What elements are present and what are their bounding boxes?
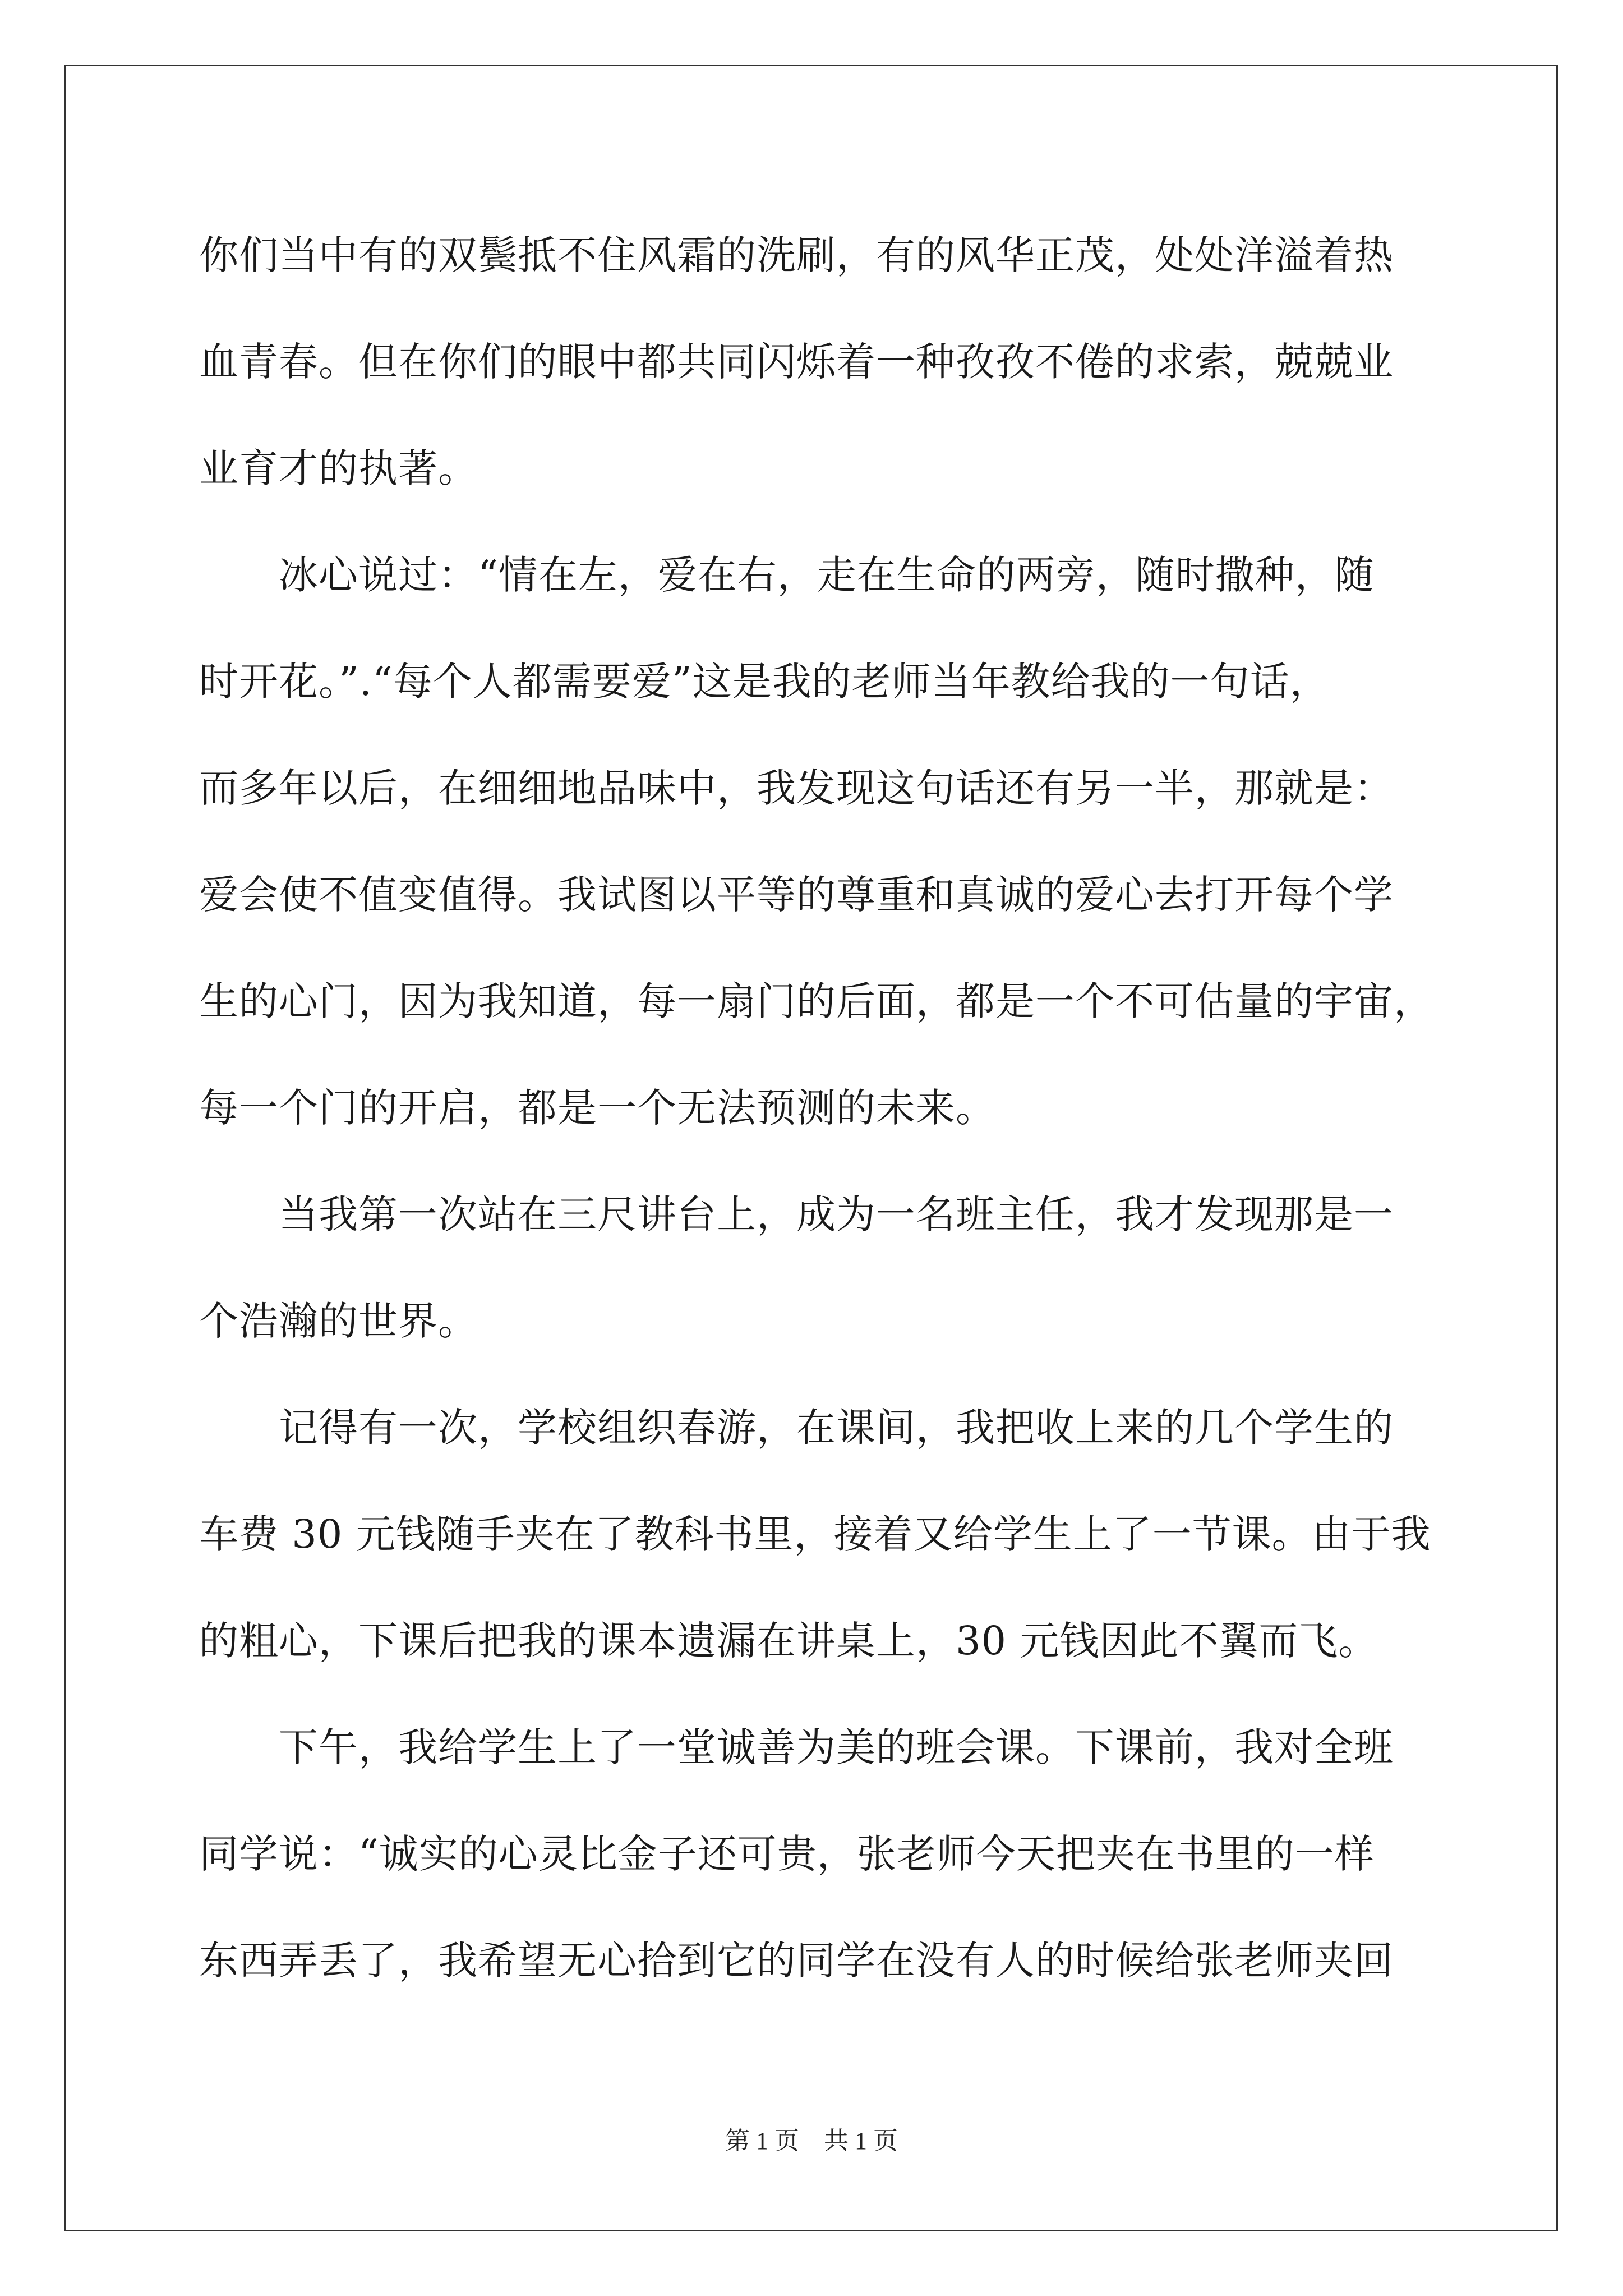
text-line: 而多年以后，在细细地品味中，我发现这句话还有另一半，那就是： <box>199 765 1394 811</box>
text-line: 记得有一次，学校组织春游，在课间，我把收上来的几个学生的 <box>199 1405 1394 1451</box>
text-line: 爱会使不值变值得。我试图以平等的尊重和真诚的爱心去打开每个学 <box>199 872 1394 918</box>
text-line: 东西弄丢了，我希望无心拾到它的同学在没有人的时候给张老师夹回 <box>199 1938 1394 1984</box>
text-line: 你们当中有的双鬓抵不住风霜的洗刷，有的风华正茂，处处洋溢着热 <box>199 232 1394 278</box>
text-line: 车费 30 元钱随手夹在了教科书里，接着又给学生上了一节课。由于我 <box>199 1511 1431 1557</box>
text-line: 同学说：“诚实的心灵比金子还可贵，张老师今天把夹在书里的一样 <box>199 1831 1375 1877</box>
text-line: 每一个门的开启，都是一个无法预测的未来。 <box>199 1085 995 1131</box>
text-line: 时开花。”.“每个人都需要爱”这是我的老师当年教给我的一句话， <box>199 659 1330 705</box>
text-line: 冰心说过：“情在左，爱在右，走在生命的两旁，随时撒种，随 <box>199 552 1375 598</box>
text-line: 当我第一次站在三尺讲台上，成为一名班主任，我才发现那是一 <box>199 1191 1394 1237</box>
text-line: 下午，我给学生上了一堂诚善为美的班会课。下课前，我对全班 <box>199 1724 1394 1770</box>
text-line: 业育才的执著。 <box>199 445 478 491</box>
text-line: 生的心门，因为我知道，每一扇门的后面，都是一个不可估量的宇宙， <box>199 978 1433 1024</box>
body-text <box>199 202 1433 2014</box>
text-line: 个浩瀚的世界。 <box>199 1298 478 1344</box>
text-line: 血青春。但在你们的眼中都共同闪烁着一种孜孜不倦的求索，兢兢业 <box>199 339 1394 385</box>
page-number-footer: 第 1 页 共 1 页 <box>725 2127 898 2155</box>
text-line: 的粗心，下课后把我的课本遗漏在讲桌上，30 元钱因此不翼而飞。 <box>199 1618 1378 1664</box>
